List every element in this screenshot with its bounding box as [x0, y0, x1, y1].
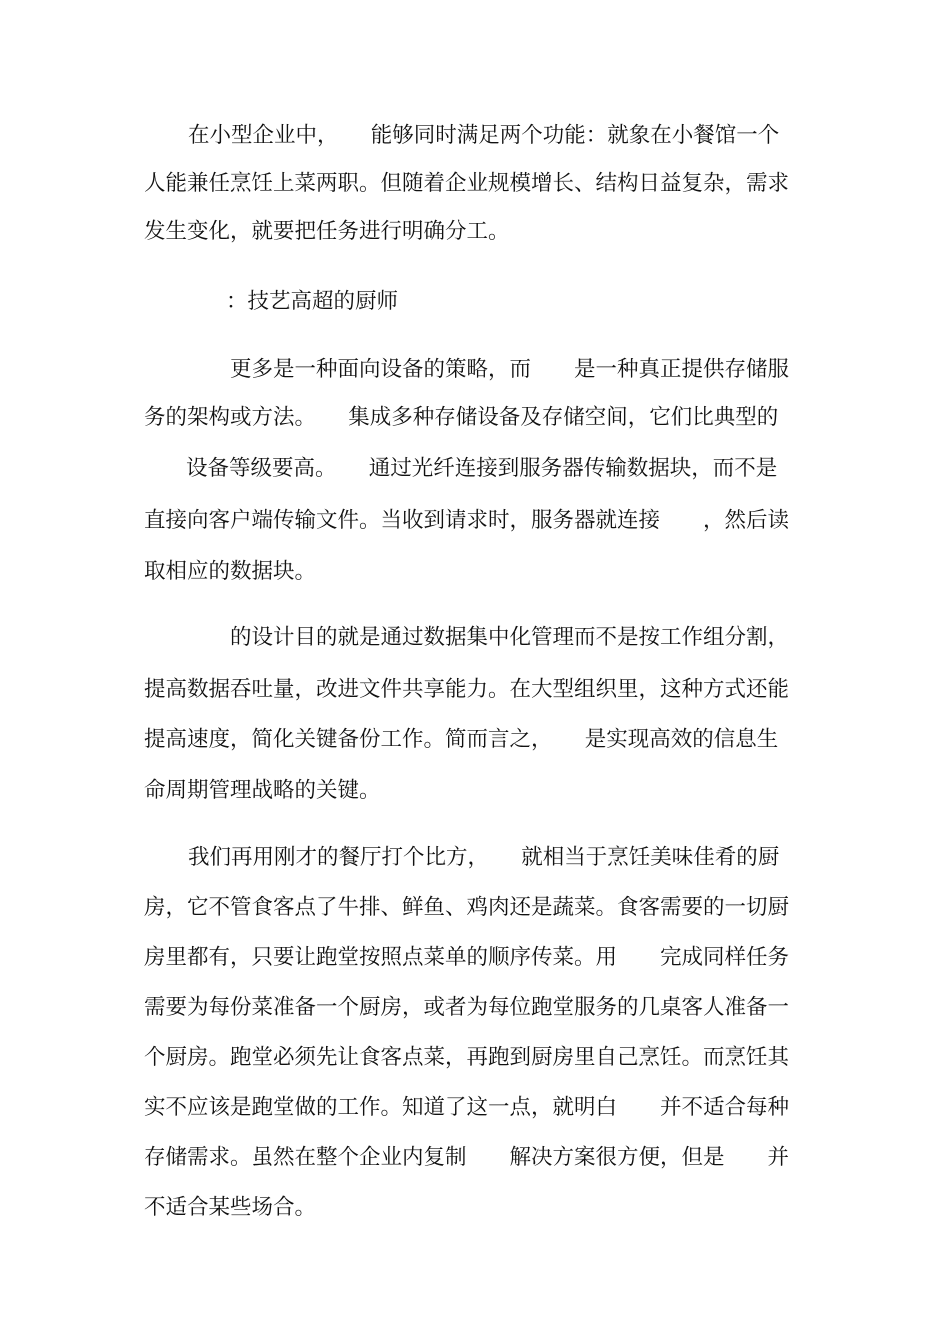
text-line: 存储需求。虽然在整个企业内复制 解决方案很方便，但是 并	[144, 1145, 790, 1170]
text-line: 提高速度，简化关键备份工作。简而言之， 是实现高效的信息生	[144, 727, 779, 752]
text-line: 直接向客户端传输文件。当收到请求时，服务器就连接 ，然后读	[144, 508, 790, 533]
text-line: 设备等级要高。 通过光纤连接到服务器传输数据块，而不是	[186, 456, 778, 481]
text-line: 发生变化，就要把任务进行明确分工。	[144, 219, 510, 244]
section-heading: ：技艺高超的厨师	[226, 289, 399, 314]
text-line: 取相应的数据块。	[144, 559, 317, 584]
text-line: 不适合某些场合。	[144, 1195, 317, 1220]
text-line: 人能兼任烹饪上菜两职。但随着企业规模增长、结构日益复杂，需求	[144, 171, 790, 196]
text-line: 更多是一种面向设备的策略，而 是一种真正提供存储服	[230, 357, 790, 382]
text-line: 的设计目的就是通过数据集中化管理而不是按工作组分割，	[230, 625, 790, 650]
text-line: 提高数据吞吐量，改进文件共享能力。在大型组织里，这种方式还能	[144, 677, 790, 702]
text-line: 房里都有，只要让跑堂按照点菜单的顺序传菜。用 完成同样任务	[144, 945, 790, 970]
text-line: 在小型企业中， 能够同时满足两个功能：就象在小餐馆一个	[188, 123, 780, 148]
text-line: 务的架构或方法。 集成多种存储设备及存储空间，它们比典型的	[144, 405, 779, 430]
text-line: 房，它不管食客点了牛排、鲜鱼、鸡肉还是蔬菜。食客需要的一切厨	[144, 895, 790, 920]
text-line: 需要为每份菜准备一个厨房，或者为每位跑堂服务的几桌客人准备一	[144, 995, 790, 1020]
text-line: 个厨房。跑堂必须先让食客点菜，再跑到厨房里自己烹饪。而烹饪其	[144, 1045, 790, 1070]
text-line: 实不应该是跑堂做的工作。知道了这一点，就明白 并不适合每种	[144, 1095, 790, 1120]
text-line: 命周期管理战略的关键。	[144, 778, 381, 803]
text-line: 我们再用刚才的餐厅打个比方， 就相当于烹饪美味佳肴的厨	[188, 845, 780, 870]
